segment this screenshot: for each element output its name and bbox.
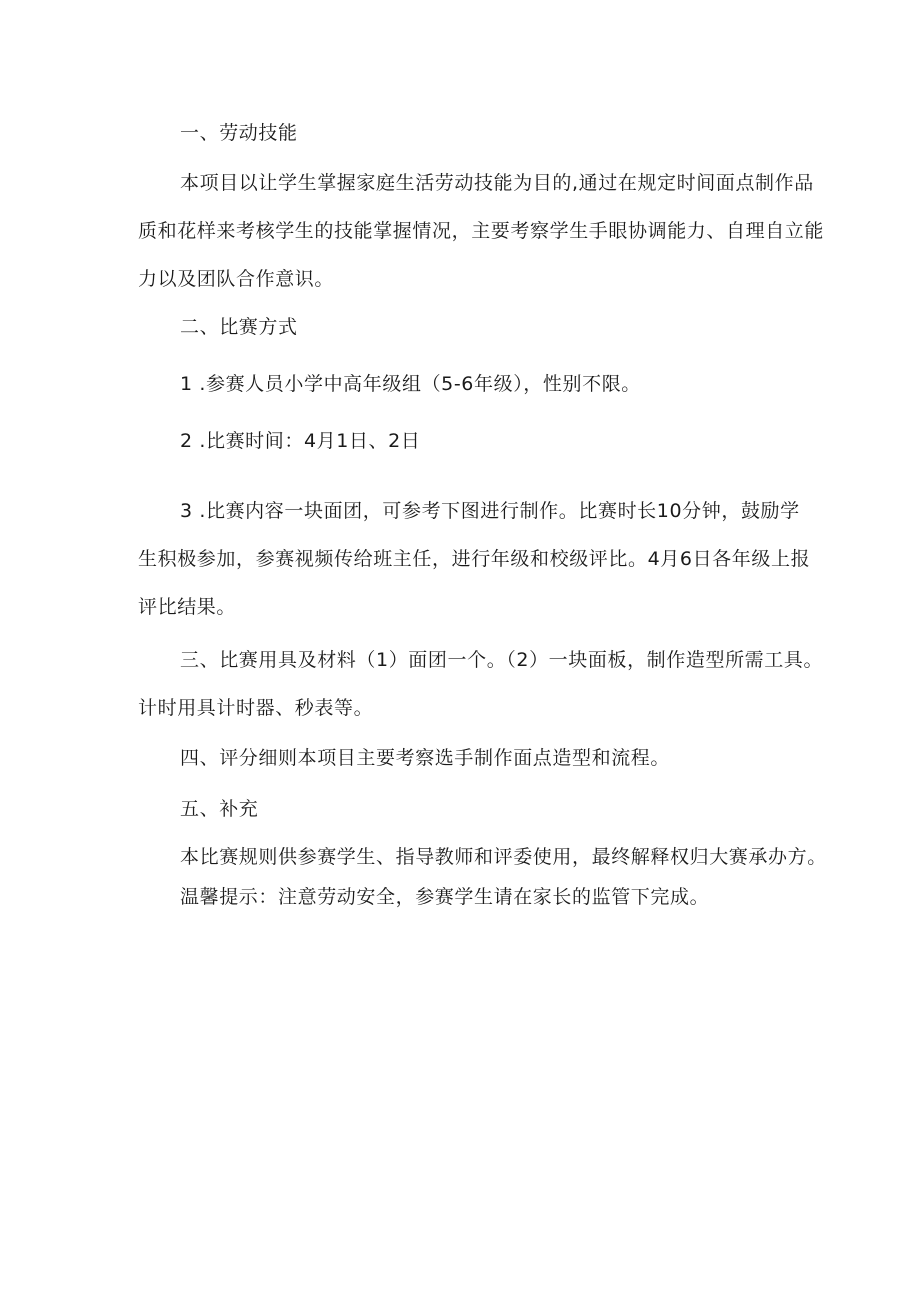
section-5-paragraph-line-1: 本比赛规则供参赛学生、指导教师和评委使用，最终解释权归大赛承办方。 (180, 846, 827, 868)
competition-item-3-line-2: 生积极参加，参赛视频传给班主任，进行年级和校级评比。4月6日各年级上报 (138, 548, 811, 570)
competition-item-3-line-1: 3 .比赛内容一块面团，可参考下图进行制作。比赛时长10分钟，鼓励学 (180, 500, 800, 522)
section-1-paragraph-line-2: 质和花样来考核学生的技能掌握情况，主要考察学生手眼协调能力、自理自立能 (138, 220, 825, 242)
section-1-heading: 一、劳动技能 (180, 122, 298, 144)
competition-item-3-line-3: 评比结果。 (138, 596, 237, 618)
section-2-heading: 二、比赛方式 (180, 316, 298, 338)
section-1-paragraph-line-1: 本项目以让学生掌握家庭生活劳动技能为目的,通过在规定时间面点制作品 (180, 172, 814, 194)
competition-item-2: 2 .比赛时间：4月1日、2日 (180, 430, 421, 452)
section-5-heading: 五、补充 (180, 798, 259, 820)
section-3-line-1: 三、比赛用具及材料（1）面团一个。（2）一块面板，制作造型所需工具。 (180, 649, 824, 671)
section-1-paragraph-line-3: 力以及团队合作意识。 (138, 268, 335, 290)
section-5-paragraph-line-2: 温馨提示：注意劳动安全，参赛学生请在家长的监管下完成。 (180, 886, 710, 908)
section-4: 四、评分细则本项目主要考察选手制作面点造型和流程。 (180, 747, 671, 769)
section-3-line-2: 计时用具计时器、秒表等。 (138, 697, 374, 719)
competition-item-1: 1 .参赛人员小学中高年级组（5-6年级），性别不限。 (180, 373, 641, 395)
